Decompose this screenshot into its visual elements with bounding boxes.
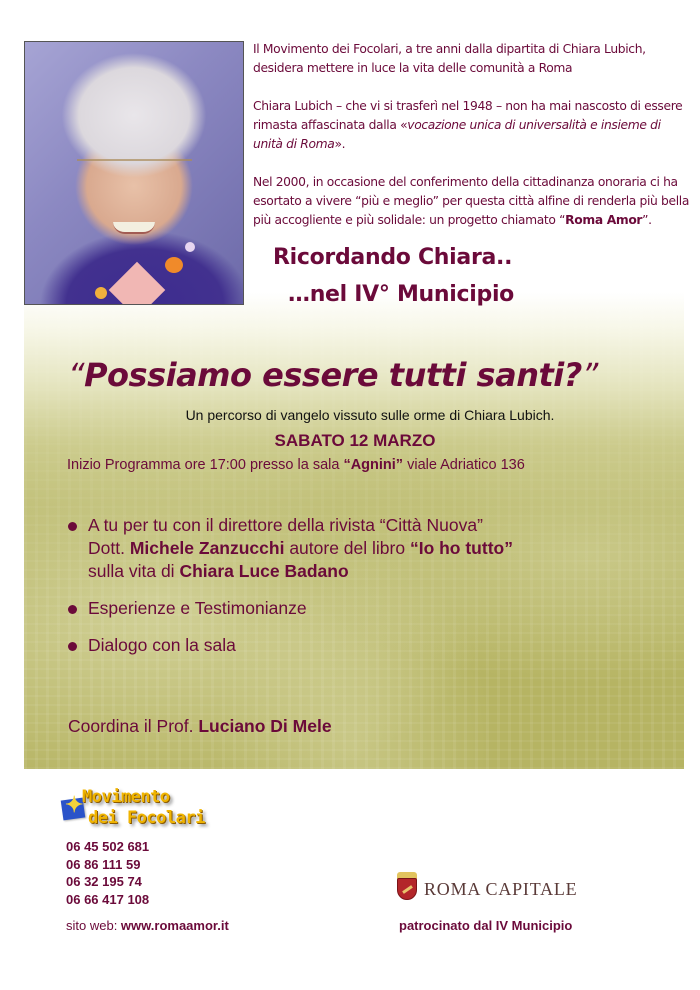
- intro-p3-end: ”.: [642, 213, 652, 227]
- sponsor-text: patrocinato dal IV Municipio: [399, 918, 573, 933]
- roma-capitale-text: ROMA CAPITALE: [424, 879, 578, 899]
- event-headline: [68, 356, 598, 394]
- coordinator-label: Coordina il Prof.: [68, 716, 199, 736]
- focolari-logo-text: [82, 787, 205, 829]
- agenda-item: [66, 634, 513, 657]
- smile-shape: [113, 222, 155, 234]
- star-icon: ✦: [65, 792, 84, 817]
- venue-name: “Agnini”: [343, 457, 404, 473]
- phone-list: [66, 838, 149, 908]
- coordinator-name: Luciano Di Mele: [198, 716, 332, 736]
- speaker-name: Michele Zanzucchi: [129, 538, 285, 558]
- intro-p2-end: ».: [334, 137, 346, 151]
- agenda-item-line: [88, 537, 513, 560]
- speaker-title: Dott.: [88, 538, 130, 558]
- phone-number: 06 45 502 681: [66, 839, 150, 854]
- scarf-flower: [95, 287, 107, 299]
- agenda-list: [66, 514, 513, 657]
- event-subtitle: Un percorso di vangelo vissuto sulle orme di Chiara Lubich.: [185, 407, 555, 423]
- agenda-item-line: A tu per tu con il direttore della rivista “Città Nuova”: [88, 515, 483, 535]
- headline-text: Possiamo essere tutti santi?: [84, 356, 582, 394]
- intro-text: [253, 40, 693, 249]
- website-link[interactable]: www.romaamor.it: [120, 918, 229, 933]
- focolari-logo: [58, 787, 218, 833]
- scarf-flower: [185, 242, 195, 252]
- title-line-1: Ricordando Chiara..: [273, 245, 513, 270]
- glasses-shape: [77, 159, 192, 185]
- phone-number: 06 32 195 74: [66, 874, 142, 889]
- program-text: Inizio Programma ore 17:00 presso la sala: [67, 457, 344, 473]
- portrait-photo: [24, 41, 244, 305]
- intro-paragraph-2: [253, 97, 693, 154]
- roma-coat-of-arms-icon: [397, 878, 417, 900]
- intro-p2-text: Chiara Lubich – che vi si trasferì nel 1948 – non ha mai nascosto di essere rimasta affascinata dalla «: [253, 99, 683, 132]
- intro-p3-text: Nel 2000, in occasione del conferimento della cittadinanza onoraria ci ha esortato a vivere “più e meglio” per questa città alfine di renderla più bella più accogliente e più solidale: un progetto chiamato “: [253, 175, 690, 227]
- speaker-desc: autore del libro: [284, 538, 410, 558]
- book-subject-name: Chiara Luce Badano: [179, 561, 349, 581]
- scarf-flower: [165, 257, 183, 273]
- intro-paragraph-3: [253, 173, 693, 230]
- agenda-item: [66, 597, 513, 620]
- event-program: [67, 457, 525, 473]
- logo-line-1: Movimento: [82, 787, 170, 807]
- agenda-item-line: [88, 560, 513, 583]
- title-line-2: …nel IV° Municipio: [288, 282, 514, 307]
- bullet-icon: [68, 605, 77, 614]
- coordinator: [68, 716, 332, 737]
- agenda-item-text: Esperienze e Testimonianze: [88, 598, 307, 618]
- logo-line-2: dei Focolari: [88, 808, 205, 828]
- book-title: “Io ho tutto”: [409, 538, 513, 558]
- close-quote: ”: [581, 356, 598, 394]
- bullet-icon: [68, 522, 77, 531]
- event-date: SABATO 12 MARZO: [274, 431, 436, 450]
- book-subject-text: sulla vita di: [88, 561, 180, 581]
- bullet-icon: [68, 642, 77, 651]
- intro-paragraph-1: [253, 40, 693, 78]
- intro-p1-text: Il Movimento dei Focolari, a tre anni dalla dipartita di Chiara Lubich, desidera mettere in luce la vita delle comunità a Roma: [253, 42, 646, 75]
- phone-number: 06 66 417 108: [66, 891, 150, 907]
- project-name: Roma Amor: [565, 213, 643, 227]
- website-label: sito web:: [66, 918, 121, 933]
- phone-number: 06 86 111 59: [66, 856, 141, 872]
- venue-address: viale Adriatico 136: [403, 457, 525, 473]
- agenda-item-text: Dialogo con la sala: [88, 635, 236, 655]
- open-quote: “: [68, 356, 85, 394]
- collar-shape: [109, 262, 166, 305]
- website: [66, 918, 229, 933]
- agenda-item: [66, 514, 513, 583]
- intro-p2-quote: vocazione unica di universalità e insieme di unità di Roma: [253, 118, 661, 151]
